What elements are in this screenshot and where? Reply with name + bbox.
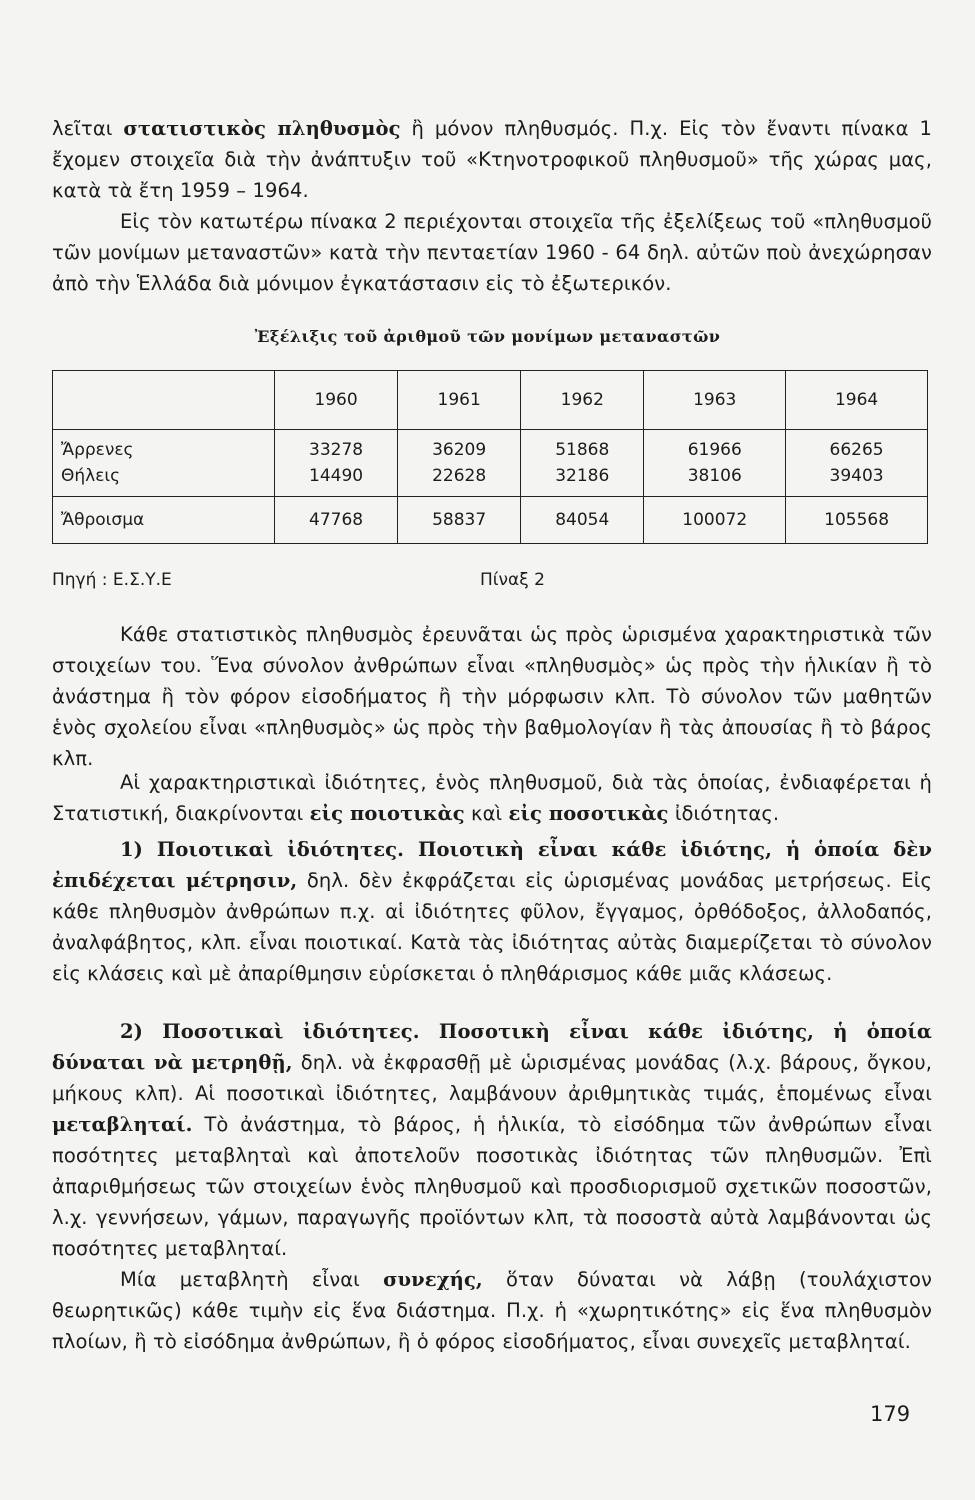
table-source: Πηγή : Ε.Σ.Υ.Ε (52, 570, 172, 590)
body-paragraph-2 (52, 767, 932, 829)
table-number: Πίναξ 2 (480, 570, 545, 590)
year-cell: 1962 (521, 371, 644, 430)
year-cell: 1963 (644, 371, 786, 430)
quantitative-section (52, 1016, 932, 1264)
year-cell: 1960 (275, 371, 398, 430)
male-value: 36209 (432, 440, 487, 460)
row-labels (53, 430, 275, 497)
page-number: 179 (870, 1402, 911, 1426)
data-cell (275, 430, 398, 497)
table-row (53, 430, 928, 497)
total-value: 58837 (398, 497, 521, 544)
quantitative-heading: 2) Ποσοτικαὶ ἰδιότητες. Ποσοτικὴ εἶναι κάθε ἰδιότης, ἡ ὁποία δύναται νὰ μετρηθῇ, (52, 1020, 932, 1074)
male-value: 51868 (555, 440, 610, 460)
intro-bold-term: στατιστικὸς πληθυσμὸς (123, 117, 401, 140)
male-value: 33278 (309, 440, 364, 460)
male-label: Ἄρρενες (61, 440, 134, 460)
total-value: 105568 (786, 497, 928, 544)
qualitative-section (52, 834, 932, 989)
qualitative-text: δηλ. δὲν ἐκφράζεται εἰς ὡρισμένας μονάδας μετρήσεως. Εἰς κάθε πληθυσμὸν ἀνθρώπων π.χ. αἱ ἰδιότητες φῦλον, ἔγγαμος, ὀρθόδοξος, ἀλλοδαπός, ἀναλφάβητος, κλπ. εἶναι ποιοτικαί. Κατὰ τὰς ἰδιότητας αὐτὰς διαμερίζεται τὸ σύνολον εἰς κλάσεις καὶ μὲ ἀπαρίθμησιν εὑρίσκεται ὁ πληθάρισμος κάθε μιᾶς κλάσεως. (52, 869, 932, 985)
intro-text-rest: ἢ μόνον πληθυσμός. Π.χ. Εἰς τὸν ἔναντι πίνακα 1 ἔχομεν στοιχεῖα διὰ τὴν ἀνάπτυξιν τοῦ «Κτηνοτροφικοῦ πληθυσμοῦ» τῆς χώρας μας, κατὰ τὰ ἔτη 1959 – 1964. (52, 117, 933, 202)
quantitative-text: δηλ. νὰ ἐκφρασθῇ μὲ ὡρισμένας μονάδας (λ.χ. βάρους, ὄγκου, μήκους κλπ). Αἱ ποσοτικαὶ ἰδιότητες, λαμβάνουν ἀριθμητικὰς τιμάς, ἑπομένως εἶναι (52, 1051, 933, 1105)
body-p2-text: Αἱ χαρακτηριστικαὶ ἰδιότητες, ἑνὸς πληθυσμοῦ, διὰ τὰς ὁποίας, ἐνδιαφέρεται ἡ Στατιστική, διακρίνονται (52, 771, 932, 825)
quantitative-term: εἰς ποσοτικὰς (508, 802, 669, 825)
qualitative-term: εἰς ποιοτικὰς (309, 802, 465, 825)
continuous-text-rest: ὅταν δύναται νὰ λάβῃ (τουλάχιστον θεωρητικῶς) κάθε τιμὴν εἰς ἕνα διάστημα. Π.χ. ἡ «χωρητικότης» εἰς ἕνα πληθυσμὸν πλοίων, ἢ τὸ εἰσόδημα ἀνθρώπων, ἢ ὁ φόρος εἰσοδήματος, εἶναι συνεχεῖς μεταβληταί. (52, 1268, 932, 1353)
data-cell (644, 430, 786, 497)
continuous-text: Μία μεταβλητὴ εἶναι (120, 1268, 384, 1291)
male-value: 66265 (829, 440, 884, 460)
body-p2-and: καὶ (464, 802, 509, 825)
total-label: Ἄθροισμα (53, 497, 275, 544)
table-header-empty (53, 371, 275, 430)
female-value: 32186 (555, 466, 610, 486)
year-cell: 1964 (786, 371, 928, 430)
intro-paragraph (52, 113, 932, 206)
variables-term: μεταβληταί. (52, 1113, 193, 1136)
intro-text-start: λεῖται (52, 117, 124, 140)
emigrants-table (52, 370, 928, 544)
total-value: 84054 (521, 497, 644, 544)
data-cell (398, 430, 521, 497)
intro-paragraph-2 (52, 206, 932, 299)
female-value: 14490 (309, 466, 364, 486)
qualitative-heading: 1) Ποιοτικαὶ ἰδιότητες. Ποιοτικὴ εἶναι κάθε ἰδιότης, ἡ ὁποία δὲν ἐπιδέχεται μέτρησιν, (52, 838, 932, 892)
table-caption: Ἐξέλιξις τοῦ ἀριθμοῦ τῶν μονίμων μεταναστῶν (254, 327, 721, 346)
total-value: 100072 (644, 497, 786, 544)
table-total-row (53, 497, 928, 544)
female-value: 39403 (829, 466, 884, 486)
female-label: Θήλεις (61, 466, 121, 486)
table-header-row (53, 371, 928, 430)
data-cell (521, 430, 644, 497)
female-value: 22628 (432, 466, 487, 486)
body-p1-text: Κάθε στατιστικὸς πληθυσμὸς ἐρευνᾶται ὡς πρὸς ὡρισμένα χαρακτηριστικὰ τῶν στοιχείων του. Ἕνα σύνολον ἀνθρώπων εἶναι «πληθυσμὸς» ὡς πρὸς τὴν ἡλικίαν ἢ τὸ ἀνάστημα ἢ τὸν φόρον εἰσοδήματος ἢ τὴν μόρφωσιν κλπ. Τὸ σύνολον τῶν μαθητῶν ἑνὸς σχολείου εἶναι «πληθυσμὸς» ὡς πρὸς τὴν βαθμολογίαν ἢ τὰς ἀπουσίας ἢ τὸ βάρος κλπ. (52, 623, 932, 770)
continuous-paragraph (52, 1264, 932, 1357)
intro-para2-text: Εἰς τὸν κατωτέρω πίνακα 2 περιέχονται στοιχεῖα τῆς ἐξελίξεως τοῦ «πληθυσμοῦ τῶν μονίμων μεταναστῶν» κατὰ τὴν πενταετίαν 1960 - 64 δηλ. αὐτῶν ποὺ ἀνεχώρησαν ἀπὸ τὴν Ἑλλάδα διὰ μόνιμον ἐγκατάστασιν εἰς τὸ ἐξωτερικόν. (52, 210, 932, 295)
year-cell: 1961 (398, 371, 521, 430)
male-value: 61966 (687, 440, 742, 460)
body-paragraph-1 (52, 619, 932, 774)
quantitative-text-rest: Τὸ ἀνάστημα, τὸ βάρος, ἡ ἡλικία, τὸ εἰσόδημα τῶν ἀνθρώπων εἶναι ποσότητες μεταβληταὶ καὶ ἀποτελοῦν ποσοτικὰς ἰδιότητας τῶν πληθυσμῶν. Ἐπὶ ἀπαριθμήσεως τῶν στοιχείων ἑνὸς πληθυσμοῦ καὶ προσδιορισμοῦ σχετικῶν ποσοστῶν, λ.χ. γεννήσεων, γάμων, παραγωγῆς προϊόντων κλπ, τὰ ποσοστὰ αὐτὰ λαμβάνονται ὡς ποσότητες μεταβληταί. (52, 1113, 932, 1260)
total-value: 47768 (275, 497, 398, 544)
female-value: 38106 (687, 466, 742, 486)
body-p2-end: ἰδιότητας. (668, 802, 780, 825)
continuous-term: συνεχής, (383, 1268, 483, 1291)
data-cell (786, 430, 928, 497)
